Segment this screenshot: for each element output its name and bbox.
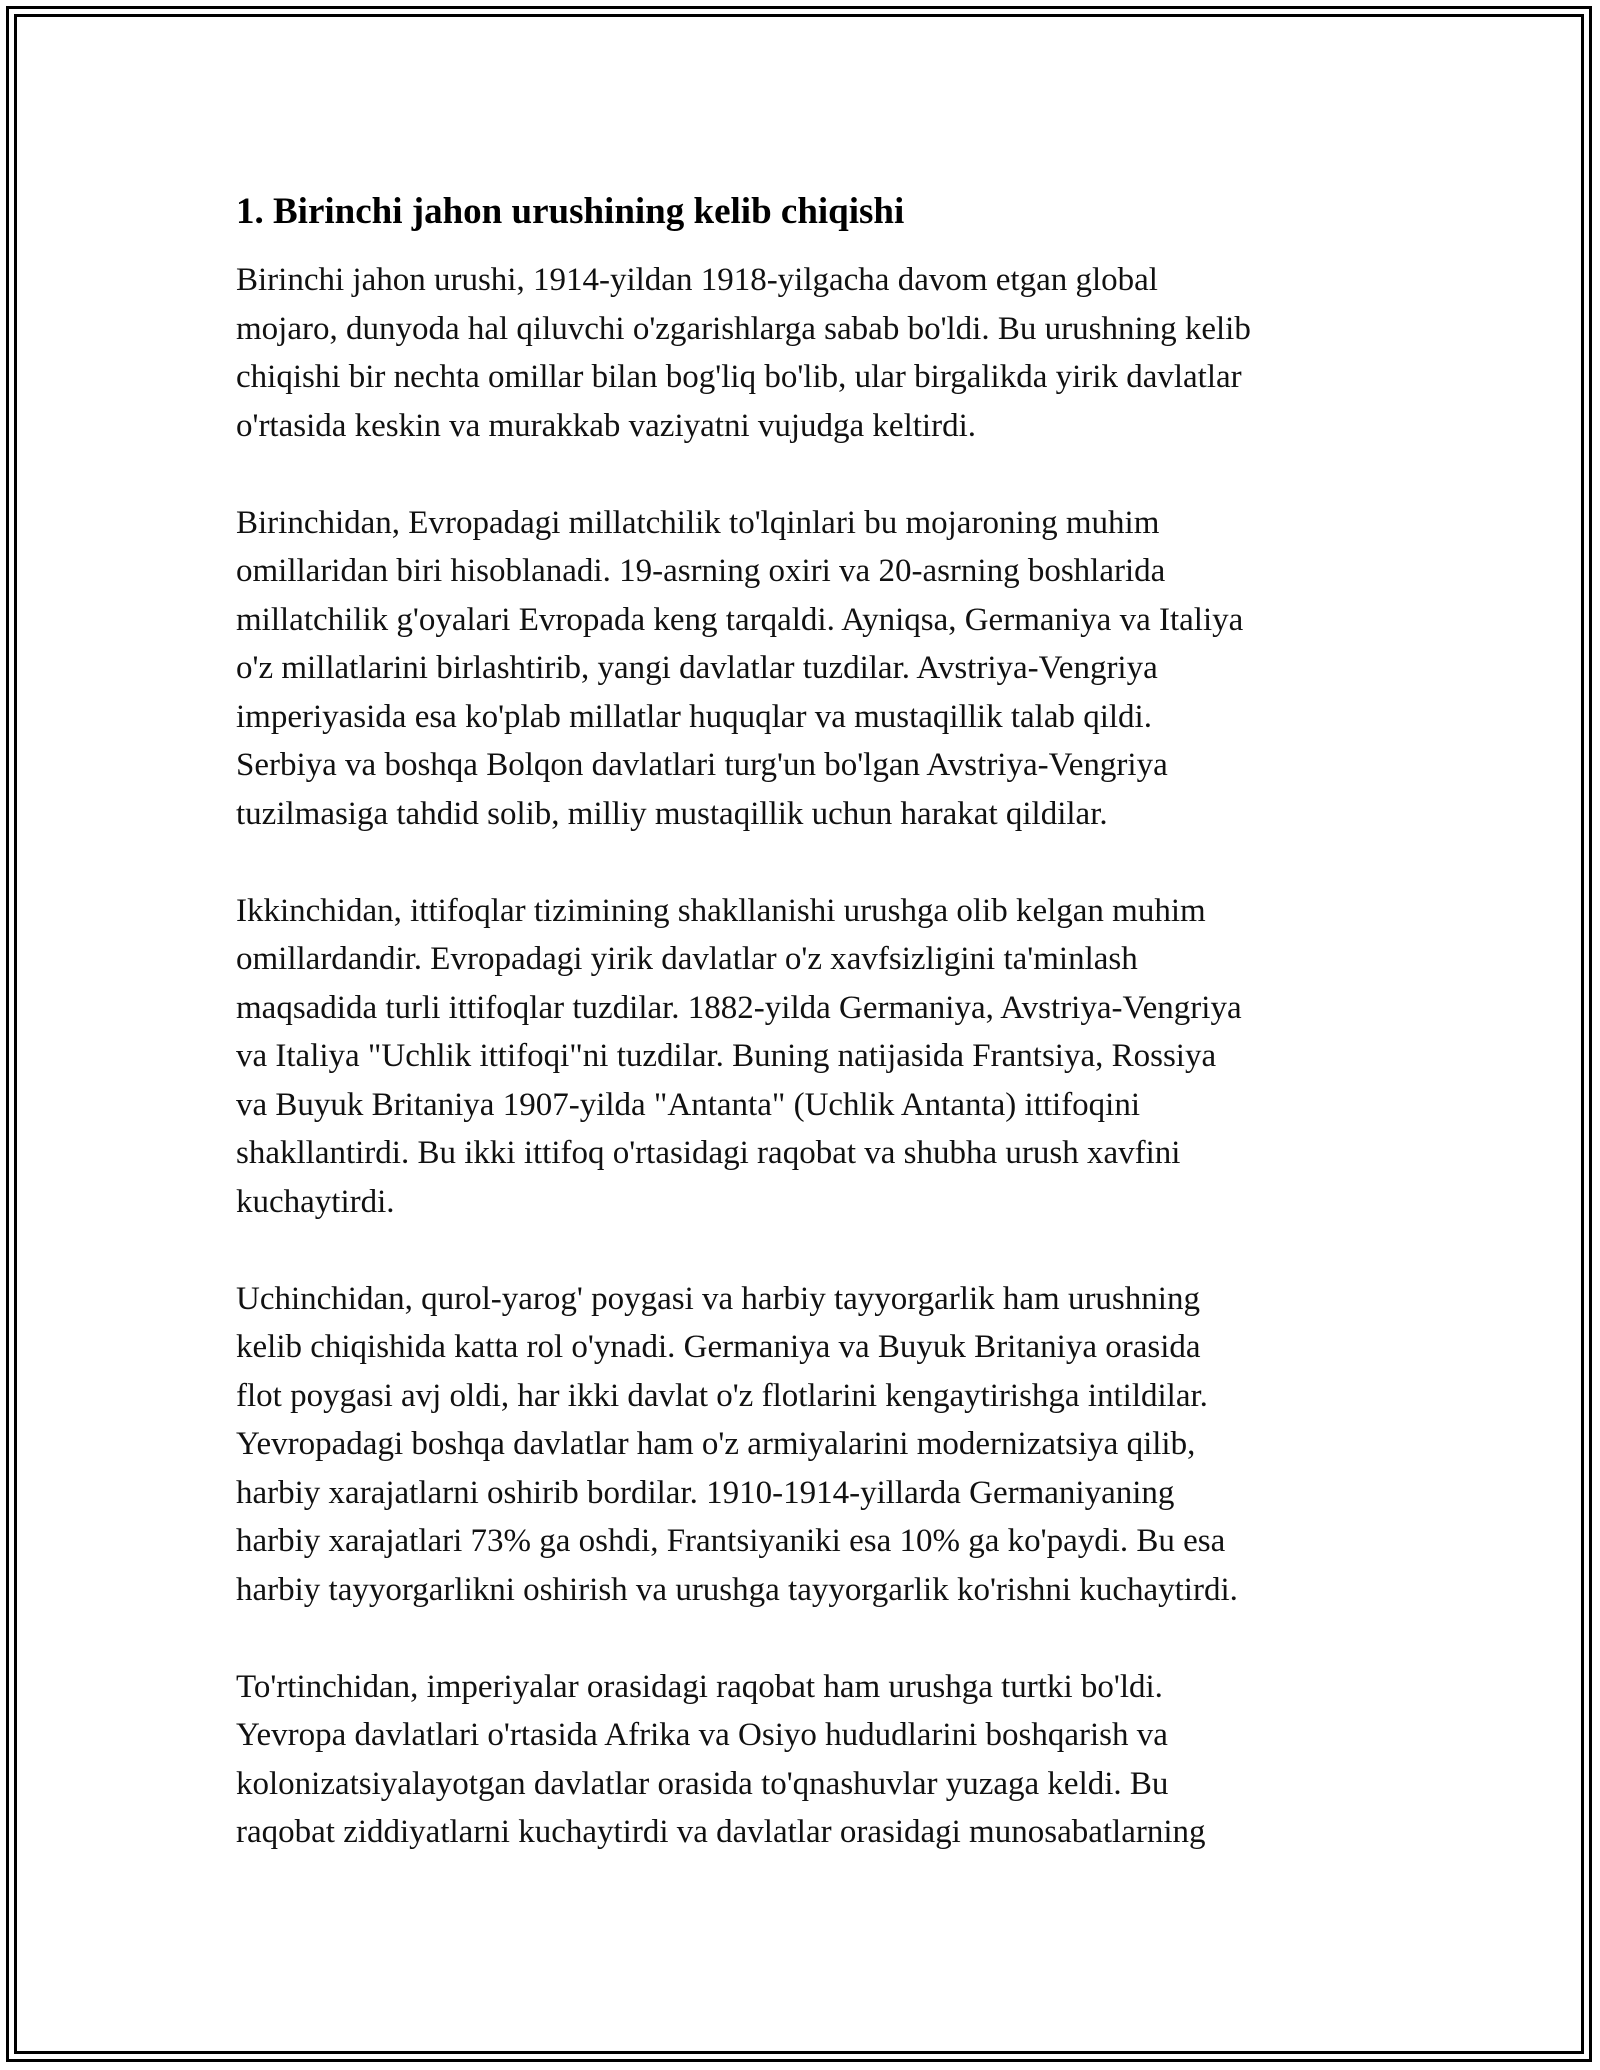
paragraph-alliances: Ikkinchidan, ittifoqlar tizimining shakllanishi urushga olib kelgan muhim omillardandir. Evropadagi yirik davlatlar o'z xavfsizligini ta'minlash maqsadida turli ittifoqlar tuzdilar. 1882-yilda Germaniya, Avstriya-Vengriya va Italiya "Uchlik ittifoqi"ni tuzdilar. Buning natijasida Frantsiya, Rossiya va Buyuk Britaniya 1907-yilda "Antanta" (Uchlik Antanta) ittifoqini shakllantirdi. Bu ikki ittifoq o'rtasidagi raqobat va shubha urush xavfini kuchaytirdi. [236,892,1242,1220]
paragraph-nationalism: Birinchidan, Evropadagi millatchilik to'lqinlari bu mojaroning muhim omillaridan biri hisoblanadi. 19-asrning oxiri va 20-asrning boshlarida millatchilik g'oyalari Evropada keng tarqaldi. Ayniqsa, Germaniya va Italiya o'z millatlarini birlashtirib, yangi davlatlar tuzdilar. Avstriya-Vengriya imperiyasida esa ko'plab millatlar huquqlar va mustaqillik talab qildi. Serbiya va boshqa Bolqon davlatlari turg'un bo'lgan Avstriya-Vengriya tuzilmasiga tahdid solib, milliy mustaqillik uchun harakat qildilar. [236,504,1244,832]
paragraph-imperialism: To'rtinchidan, imperiyalar orasidagi raqobat ham urushga turtki bo'ldi. Yevropa davlatlari o'rtasida Afrika va Osiyo hududlarini boshqarish va kolonizatsiyalayotgan davlatlar orasida to'qnashuvlar yuzaga keldi. Bu raqobat ziddiyatlarni kuchaytirdi va davlatlar orasidagi munosabatlarning [236,1668,1206,1850]
section-heading: 1. Birinchi jahon urushining kelib chiqishi [236,191,905,232]
paragraph-intro: Birinchi jahon urushi, 1914-yildan 1918-yilgacha davom etgan global mojaro, dunyoda hal qiluvchi o'zgarishlarga sabab bo'ldi. Bu urushning kelib chiqishi bir nechta omillar bilan bog'liq bo'lib, ular birgalikda yirik davlatlar o'rtasida keskin va murakkab vaziyatni vujudga keltirdi. [236,262,1251,444]
paragraph-arms-race: Uchinchidan, qurol-yarog' poygasi va harbiy tayyorgarlik ham urushning kelib chiqishida katta rol o'ynadi. Germaniya va Buyuk Britaniya orasida flot poygasi avj oldi, har ikki davlat o'z flotlarini kengaytirishga intildilar. Yevropadagi boshqa davlatlar ham o'z armiyalarini modernizatsiya qilib, harbiy xarajatlarni oshirib bordilar. 1910-1914-yillarda Germaniyaning harbiy xarajatlari 73% ga oshdi, Frantsiyaniki esa 10% ga ko'paydi. Bu esa harbiy tayyorgarlikni oshirish va urushga tayyorgarlik ko'rishni kuchaytirdi. [236,1280,1238,1608]
document-body [236,190,1376,1905]
